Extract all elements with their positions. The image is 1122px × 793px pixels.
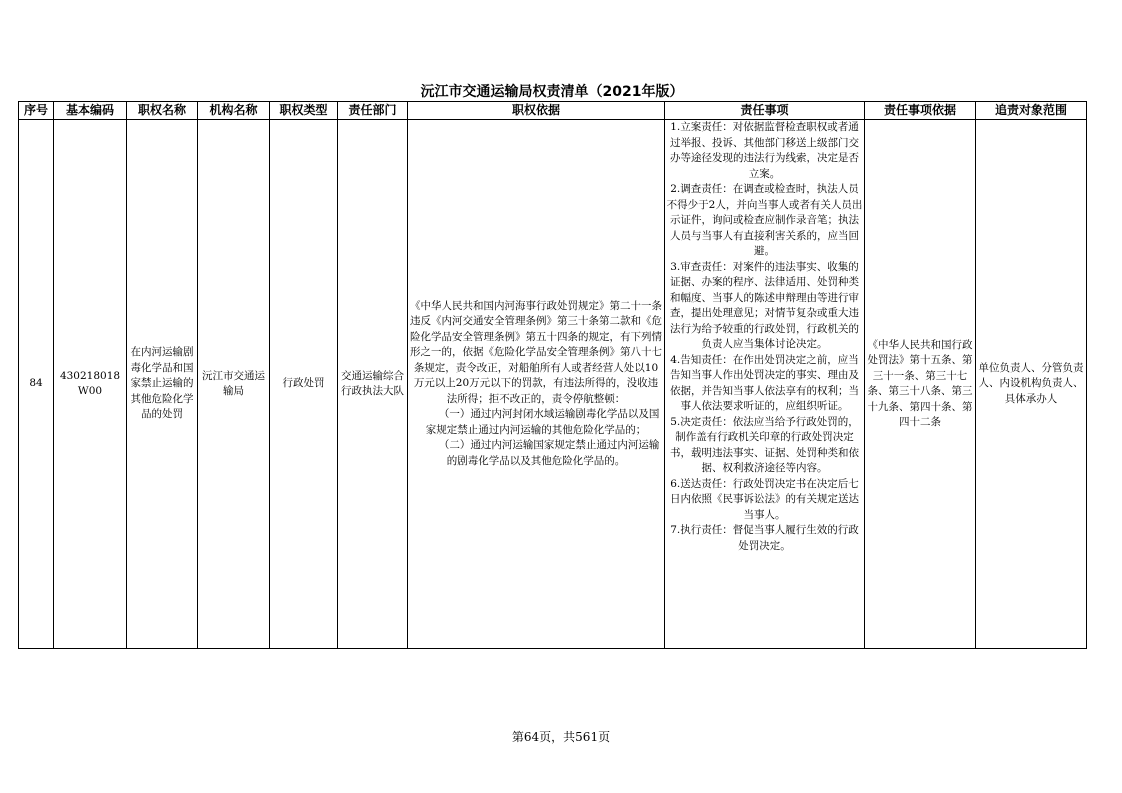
header-index: 序号 <box>19 102 54 120</box>
header-duties: 责任事项 <box>665 102 865 120</box>
duty-item: 5.决定责任：依法应当给予行政处罚的，制作盖有行政机关印章的行政处罚决定书，载明违法事实、证据、处罚种类和依据、权利救济途径等内容。 <box>670 415 859 474</box>
cell-basis <box>408 120 665 649</box>
duty-item: 7.执行责任：督促当事人履行生效的行政处罚决定。 <box>670 524 859 552</box>
header-power-type: 职权类型 <box>270 102 338 120</box>
cell-duties <box>665 120 865 649</box>
duties-list <box>666 120 863 648</box>
cell-accountability: 单位负责人、分管负责人、内设机构负责人、具体承办人 <box>976 120 1087 649</box>
header-org-name: 机构名称 <box>198 102 270 120</box>
header-code: 基本编码 <box>54 102 127 120</box>
cell-department: 交通运输综合行政执法大队 <box>338 120 408 649</box>
table-header-row <box>19 102 1087 120</box>
page-footer: 第64页，共561页 <box>511 730 611 744</box>
basis-paragraph: 《中华人民共和国内河海事行政处罚规定》第二十一条 违反《内河交通安全管理条例》第三十条第二款和《危险化学品安全管理条例》第五十四条的规定，有下列情形之一的，依据《危险化学品安全管理条例》第八十七条规定，责令改正，对船舶所有人或者经营人处以10万元以上20万元以下的罚款，有违法所得的，没收违法所得；拒不改正的，责令停航整顿： <box>410 299 662 405</box>
cell-power-name: 在内河运输剧毒化学品和国家禁止运输的其他危险化学品的处罚 <box>127 120 198 649</box>
duty-item: 2.调查责任：在调查或检查时，执法人员不得少于2人，并向当事人或者有关人员出示证件，询问或检查应制作录音笔；执法人员与当事人有直接利害关系的，应当回避。 <box>666 183 863 257</box>
header-basis: 职权依据 <box>408 102 665 120</box>
cell-index: 84 <box>19 120 54 649</box>
duty-item: 4.告知责任：在作出处罚决定之前，应当告知当事人作出处罚决定的事实、理由及依据，并告知当事人依法享有的权利；当事人依法要求听证的，应组织听证。 <box>670 353 859 412</box>
duty-item: 1.立案责任：对依据监督检查职权或者通过举报、投诉、其他部门移送上级部门交办等途径发现的违法行为线索，决定是否立案。 <box>670 121 859 180</box>
duty-item: 3.审查责任：对案件的违法事实、收集的证据、办案的程序、法律适用、处罚种类和幅度、当事人的陈述申辩理由等进行审查，提出处理意见；对情节复杂或重大违法行为给予较重的行政处罚，行政机关的负责人应当集体讨论决定。 <box>670 260 859 350</box>
cell-org-name: 沅江市交通运输局 <box>198 120 270 649</box>
page-title: 沅江市交通运输局权责清单（2021年版） <box>420 84 684 100</box>
basis-paragraph: （二）通过内河运输国家规定禁止通过内河运输的剧毒化学品以及其他危险化学品的。 <box>438 439 660 467</box>
cell-code: 430218018W00 <box>54 120 127 649</box>
cell-duty-basis: 《中华人民共和国行政处罚法》第十五条、第三十一条、第三十七条、第三十八条、第三十九条、第四十条、第四十二条 <box>865 120 976 649</box>
basis-paragraph: （一）通过内河封闭水域运输剧毒化学品以及国家规定禁止通过内河运输的其他危险化学品的； <box>425 408 660 436</box>
responsibility-table <box>18 101 1087 649</box>
header-power-name: 职权名称 <box>127 102 198 120</box>
cell-power-type: 行政处罚 <box>270 120 338 649</box>
table-row <box>19 120 1087 649</box>
duty-item: 6.送达责任：行政处罚决定书在决定后七日内依照《民事诉讼法》的有关规定送达当事人。 <box>670 477 859 521</box>
header-accountability: 追责对象范围 <box>976 102 1087 120</box>
header-duty-basis: 责任事项依据 <box>865 102 976 120</box>
header-department: 责任部门 <box>338 102 408 120</box>
